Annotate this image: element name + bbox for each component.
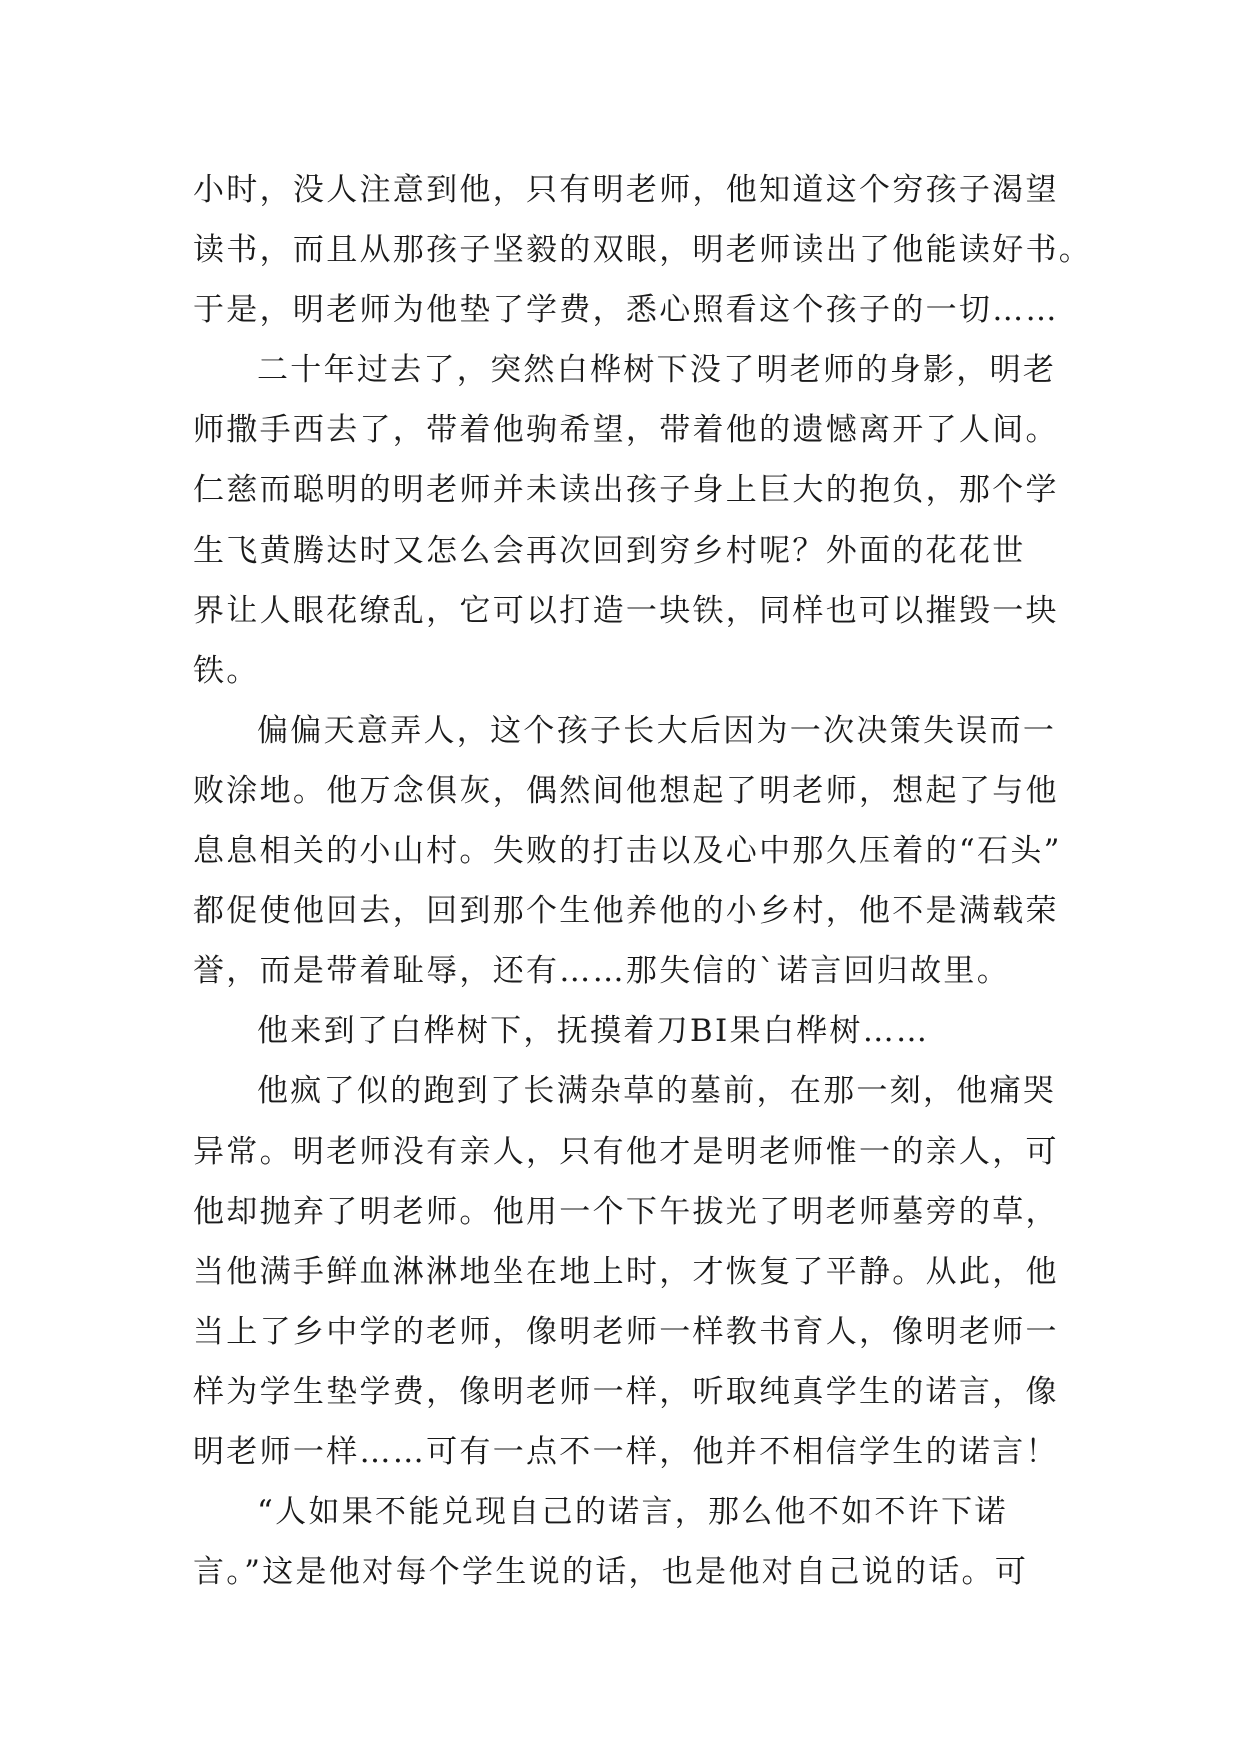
paragraph-start-line: 偏偏天意弄人，这个孩子长大后因为一次决策失误而一 <box>257 712 1057 749</box>
text-line: 都促使他回去，回到那个生他养他的小乡村，他不是满载荣 <box>193 893 1059 930</box>
text-line: 明老师一样……可有一点不一样，他并不相信学生的诺言！ <box>193 1433 1059 1470</box>
text-line: 生飞黄腾达时又怎么会再次回到穷乡村呢？外面的花花世 <box>193 532 1026 569</box>
paragraph-start-line: “人如果不能兑现自己的诺言，那么他不如不许下诺 <box>257 1494 1008 1531</box>
text-line: 息息相关的小山村。失败的打击以及心中那久压着的“石头” <box>193 833 1062 870</box>
text-line: 铁。 <box>193 652 260 689</box>
body-text <box>193 160 1093 1602</box>
text-line: 师撒手西去了，带着他驹希望，带着他的遗憾离开了人间。 <box>193 412 1059 449</box>
text-line: 异常。明老师没有亲人，只有他才是明老师惟一的亲人，可 <box>193 1133 1059 1170</box>
paragraph-start-line: 他疯了似的跑到了长满杂草的墓前，在那一刻，他痛哭 <box>257 1073 1057 1110</box>
text-line: 界让人眼花缭乱，它可以打造一块铁，同样也可以摧毁一块 <box>193 592 1059 629</box>
text-line: 读书，而且从那孩子坚毅的双眼，明老师读出了他能读好书。 <box>193 232 1093 269</box>
text-line: 样为学生垫学费，像明老师一样，听取纯真学生的诺言，像 <box>193 1373 1059 1410</box>
paragraph-start-line: 二十年过去了，突然白桦树下没了明老师的身影，明老 <box>257 352 1057 389</box>
text-line: 于是，明老师为他垫了学费，悉心照看这个孩子的一切…… <box>193 292 1059 329</box>
paragraph-start-line: 他来到了白桦树下，抚摸着刀BI果白桦树…… <box>257 1013 930 1050</box>
text-line: 当他满手鲜血淋淋地坐在地上时，才恢复了平静。从此，他 <box>193 1253 1059 1290</box>
text-line: 他却抛弃了明老师。他用一个下午拔光了明老师墓旁的草， <box>193 1193 1059 1230</box>
text-line: 小时，没人注意到他，只有明老师，他知道这个穷孩子渴望 <box>193 172 1059 208</box>
text-line: 言。”这是他对每个学生说的话，也是他对自己说的话。可 <box>193 1554 1029 1591</box>
text-line: 仁慈而聪明的明老师并未读出孩子身上巨大的抱负，那个学 <box>193 472 1059 509</box>
text-line: 誉，而是带着耻辱，还有……那失信的`诺言回归故里。 <box>193 953 1010 990</box>
text-line: 当上了乡中学的老师，像明老师一样教书育人，像明老师一 <box>193 1313 1059 1350</box>
text-line: 败涂地。他万念俱灰，偶然间他想起了明老师，想起了与他 <box>193 772 1059 809</box>
